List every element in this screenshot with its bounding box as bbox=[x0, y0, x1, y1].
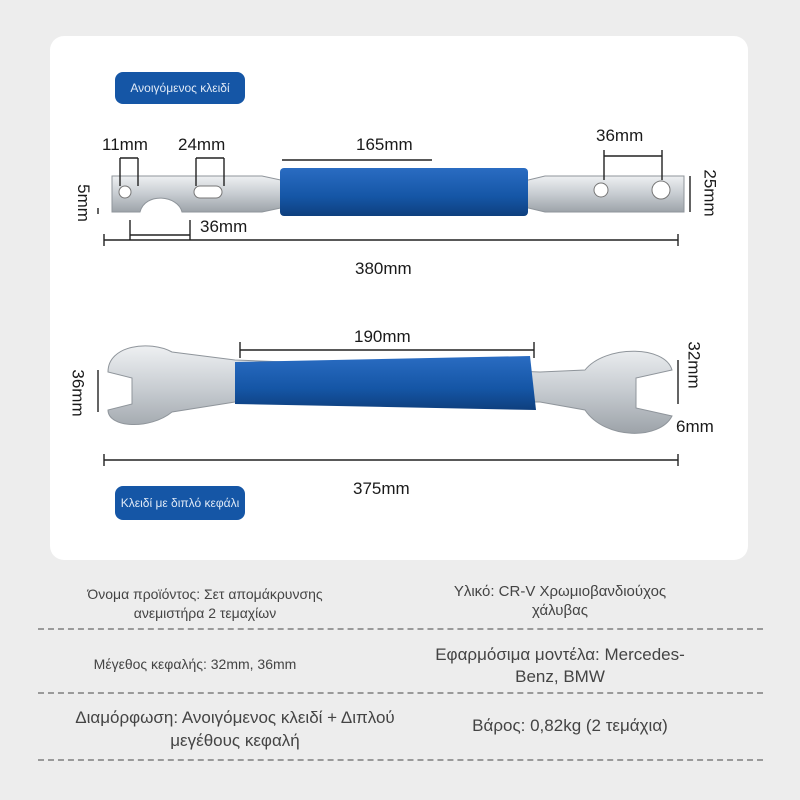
dim-36mm-head: 36mm bbox=[68, 369, 88, 417]
dim-25mm: 25mm bbox=[700, 169, 720, 217]
dim-36mm-top: 36mm bbox=[596, 126, 644, 145]
divider bbox=[38, 628, 763, 630]
dim-36mm-bottom: 36mm bbox=[200, 217, 248, 236]
dim-24mm: 24mm bbox=[178, 135, 226, 154]
divider bbox=[38, 692, 763, 694]
open-end-wrench-icon bbox=[112, 168, 684, 216]
spec-weight: Βάρος: 0,82kg (2 τεμάχια) bbox=[472, 716, 668, 735]
dim-375mm: 375mm bbox=[353, 479, 410, 498]
dim-6mm: 6mm bbox=[676, 417, 714, 436]
double-head-wrench-tag: Κλειδί με διπλό κεφάλι bbox=[115, 486, 245, 520]
open-wrench-tag: Ανοιγόμενος κλειδί bbox=[115, 72, 245, 104]
spec-product-name: Όνομα προϊόντος: Σετ απομάκρυνσης ανεμιστήρα 2 τεμαχίων bbox=[87, 586, 323, 621]
dim-11mm: 11mm bbox=[102, 135, 148, 154]
dim-32mm-head: 32mm bbox=[684, 341, 704, 389]
spec-configuration: Διαμόρφωση: Ανοιγόμενος κλειδί + Διπλού μεγέθους κεφαλή bbox=[75, 708, 395, 750]
double-head-wrench-icon bbox=[108, 346, 672, 433]
divider bbox=[38, 759, 763, 761]
spec-models: Εφαρμόσιμα μοντέλα: Mercedes-Benz, BMW bbox=[435, 645, 685, 686]
spec-material: Υλικό: CR-V Χρωμιοβανδιούχος χάλυβας bbox=[453, 583, 667, 619]
dim-190mm: 190mm bbox=[354, 327, 411, 346]
dim-5mm: 5mm bbox=[73, 184, 93, 222]
dim-165mm: 165mm bbox=[356, 135, 413, 154]
dim-380mm: 380mm bbox=[355, 259, 412, 278]
spec-head-size: Μέγεθος κεφαλής: 32mm, 36mm bbox=[93, 656, 297, 672]
